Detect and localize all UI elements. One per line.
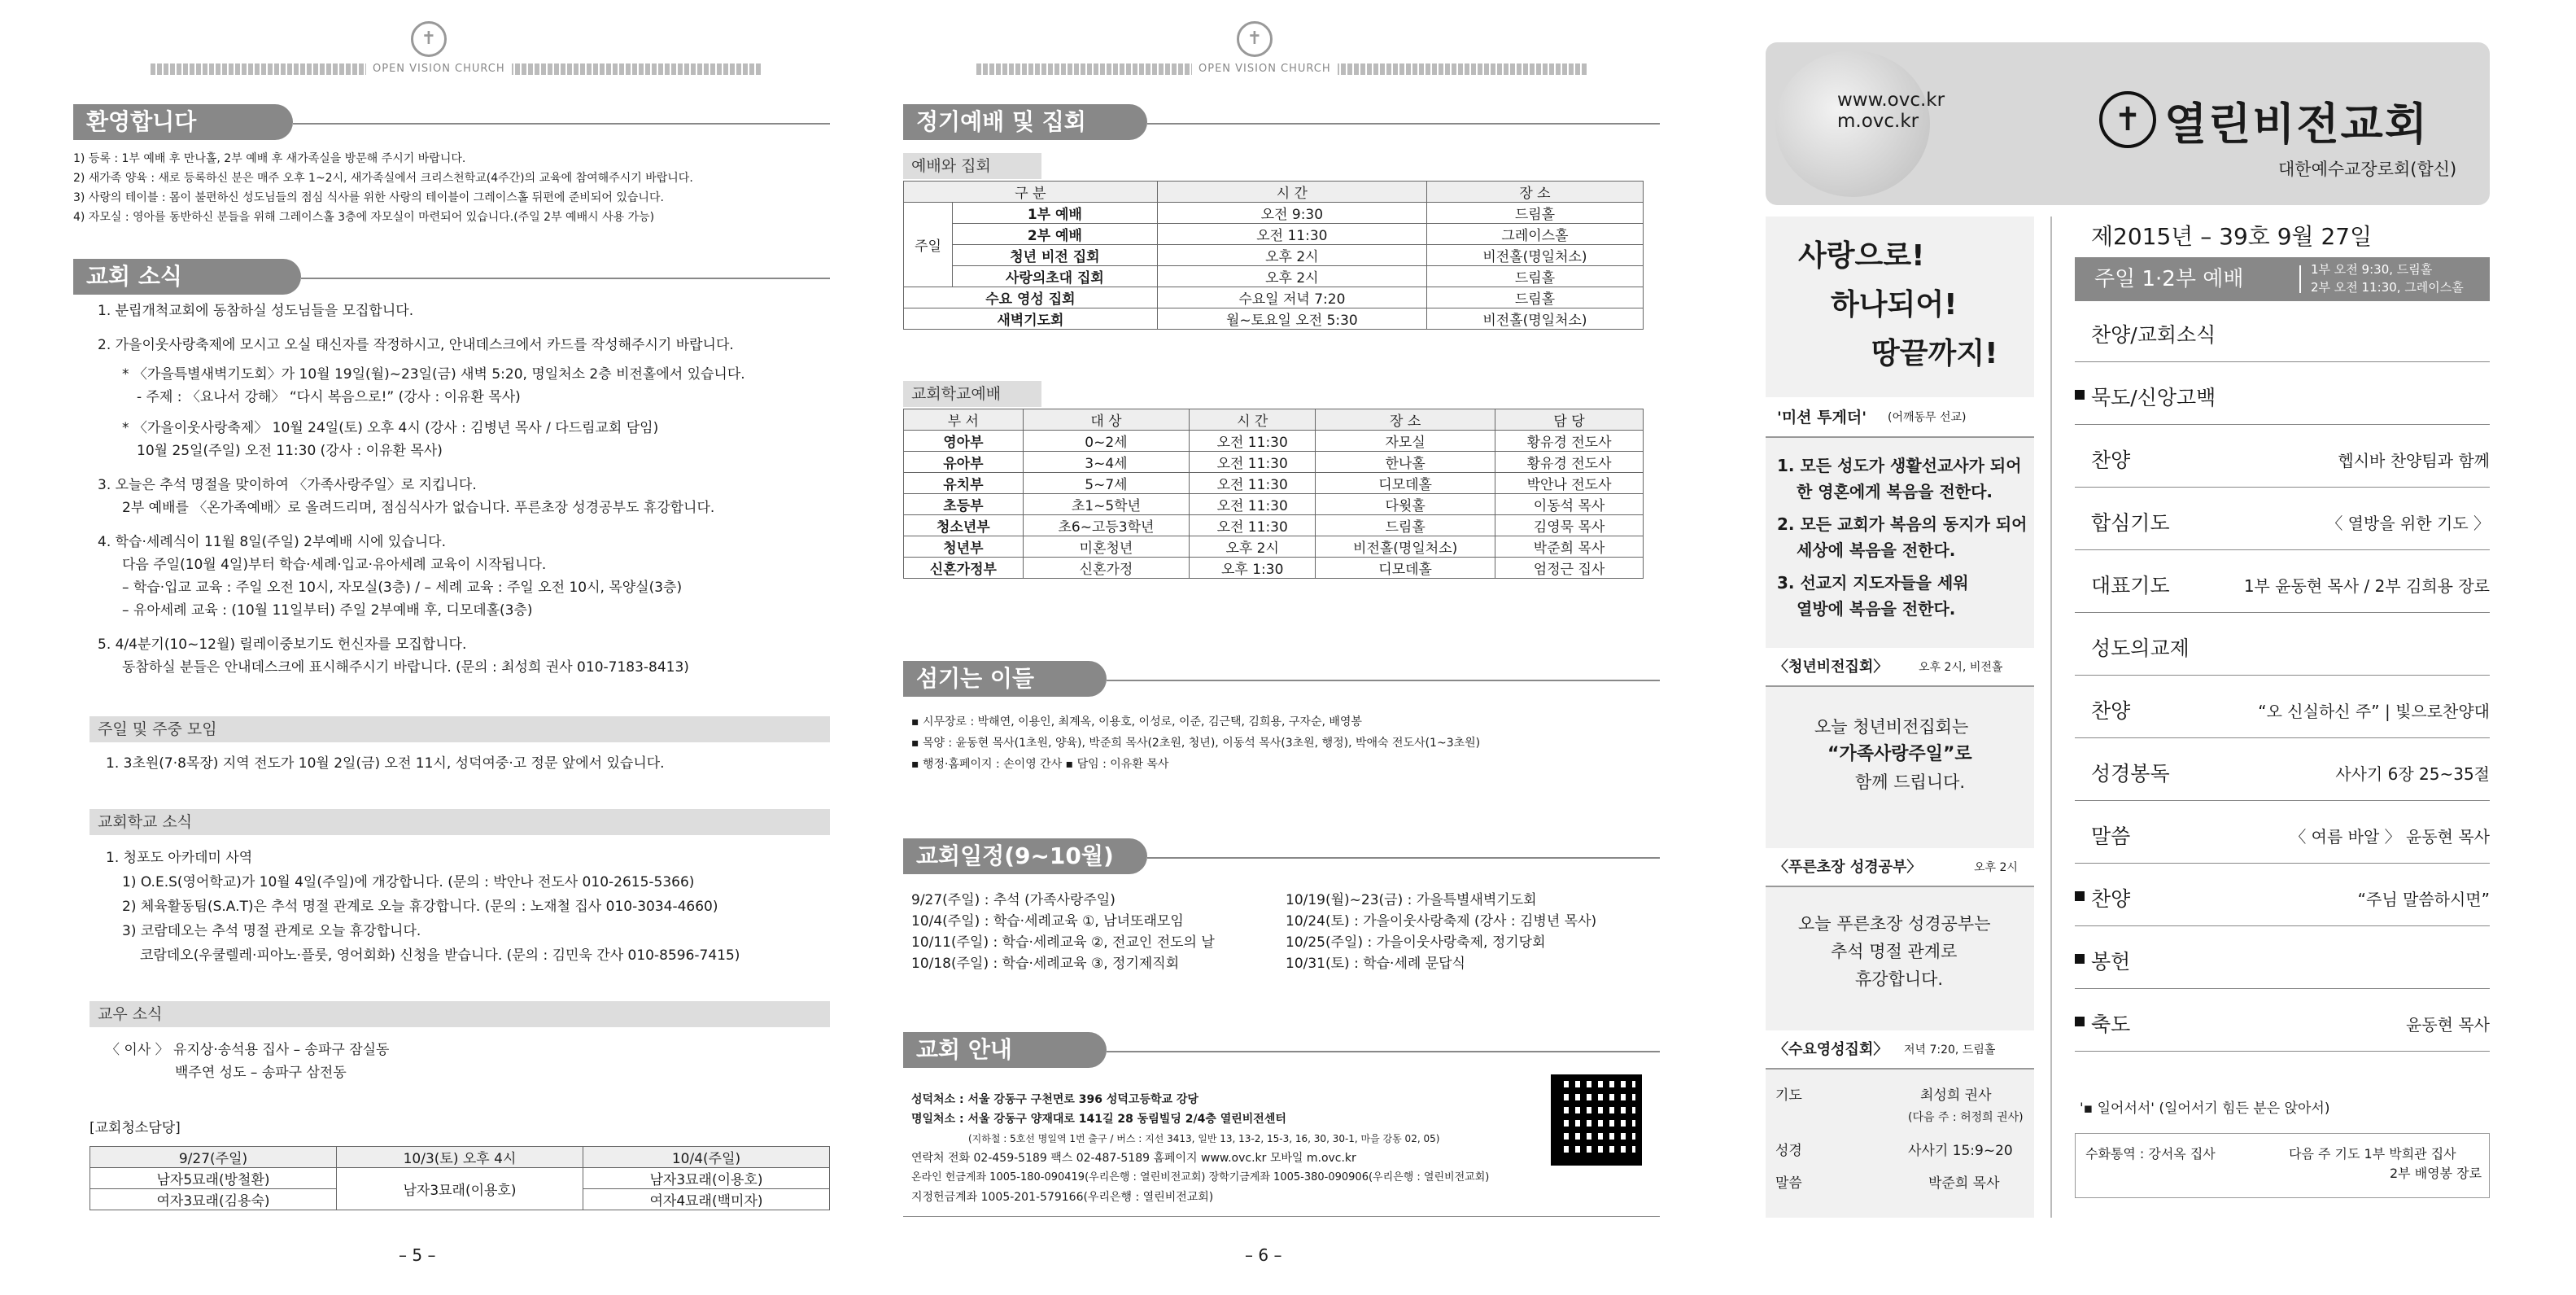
table-cell: 황유경 전도사 — [1495, 452, 1644, 473]
table-row — [904, 515, 1644, 536]
divider — [2075, 925, 2490, 926]
youth-time: 오후 2시, 비전홀 — [1919, 661, 2003, 674]
table-cell: 엄정근 집사 — [1495, 558, 1644, 579]
mission-item: 1. 모든 성도가 생활선교사가 되어 — [1777, 456, 2022, 475]
guide-line: 연락처 전화 02-459-5189 팩스 02-487-5189 홈페이지 www.ovc.kr 모바일 m.ovc.kr — [911, 1152, 1356, 1165]
schedule-heading: 교회일정(9~10월) — [903, 838, 1147, 874]
website-url[interactable]: www.ovc.kr — [1837, 90, 1945, 111]
school-news-item: 1. 청포도 아카데미 사역 — [106, 850, 253, 866]
divider — [1107, 1051, 1660, 1052]
mission-subtitle: (어깨동무 선교) — [1888, 411, 1967, 424]
table-cell: 오후 1:30 — [1190, 558, 1316, 579]
schedule-item: 10/24(토) : 가을이웃사랑축제 (강사 : 김병년 목사) — [1286, 913, 1597, 930]
mission-header — [1766, 397, 2034, 438]
table-cell: 오전 11:30 — [1190, 515, 1316, 536]
table-cell: 초등부 — [904, 494, 1024, 515]
pasture-text: 휴강합니다. — [1855, 969, 1944, 989]
school-table — [903, 409, 1644, 579]
table-cell: 드림홀 — [1316, 515, 1495, 536]
table-cell: 0~2세 — [1023, 431, 1189, 452]
table-header: 장 소 — [1426, 182, 1643, 203]
pasture-text: 추석 명절 관계로 — [1831, 942, 1958, 961]
table-cell: 신혼가정 — [1023, 558, 1189, 579]
divider — [1147, 123, 1660, 125]
table-row — [904, 431, 1644, 452]
table-header: 10/4(주일) — [583, 1147, 830, 1168]
table-row — [904, 473, 1644, 494]
divider — [2075, 1051, 2490, 1052]
order-item-detail: 〈 여름 바알 〉 윤동현 목사 — [2290, 827, 2490, 847]
table-cell: 주일 — [904, 203, 953, 287]
divider — [2050, 217, 2052, 1218]
table-cell: 2부 예배 — [953, 224, 1158, 245]
school-table-heading: 교회학교예배 — [903, 381, 1041, 407]
next-week: 2부 배영봉 장로 — [2390, 1166, 2482, 1181]
pasture-header — [1766, 848, 2034, 887]
table-cell: 비전홀(명일처소) — [1426, 245, 1643, 266]
youth-header — [1766, 648, 2034, 687]
ushers-label: 수화통역 : 강서옥 집사 — [2085, 1146, 2216, 1162]
news-item: * 〈가을이웃사랑축제〉 10월 24일(토) 오후 4시 (강사 : 김병년 목사 / 다드림교회 담임) — [122, 420, 659, 436]
servants-item: ▪ 목양 : 윤동현 목사(1초원, 양육), 박준희 목사(2초원, 청년), 이동석 목사(3초원, 행정), 박애숙 전도사(1~3초원) — [911, 737, 1481, 750]
district-heading: 주일 및 주중 모임 — [90, 716, 830, 742]
table-cell: 비전홀(명일처소) — [1426, 308, 1643, 330]
service-time: 2부 오전 11:30, 그레이스홀 — [2311, 280, 2464, 295]
pasture-time: 오후 2시 — [1974, 861, 2018, 874]
service-title: 주일 1·2부 예배 — [2094, 267, 2244, 291]
order-item-detail: “오 신실하신 주” | 빛으로찬양대 — [2258, 702, 2490, 721]
mission-title: '미션 투게더' — [1777, 409, 1867, 427]
order-item-label: 찬양 — [2091, 448, 2131, 472]
qr-code-icon — [1551, 1074, 1642, 1166]
table-cell: 오전 11:30 — [1190, 452, 1316, 473]
table-cell: 디모데홀 — [1316, 473, 1495, 494]
divider — [2299, 265, 2301, 293]
table-cell: 박준희 목사 — [1495, 536, 1644, 558]
divider — [2075, 737, 2490, 738]
order-item-label: 성경봉독 — [2091, 762, 2170, 785]
next-week: 다음 주 기도 1부 박희관 집사 — [2289, 1146, 2456, 1162]
table-cell: 한나홀 — [1316, 452, 1495, 473]
order-item-label: 찬양/교회소식 — [2091, 323, 2216, 347]
table-cell: 오전 11:30 — [1190, 494, 1316, 515]
order-item-label: 대표기도 — [2091, 574, 2170, 597]
order-item-detail: 〈 열방을 위한 기도 〉 — [2326, 514, 2490, 533]
table-cell: 여자3묘래(김용숙) — [90, 1189, 337, 1210]
school-news-item: 2) 체육활동팀(S.A.T)은 추석 명절 관계로 오늘 휴강합니다. (문의 : 노재철 집사 010-3034-4660) — [122, 899, 718, 915]
standing-note: '▪ 일어서서' (일어서기 힘든 분은 앉아서) — [2080, 1100, 2330, 1117]
welcome-item: 4) 자모실 : 영아를 동반하신 분들을 위해 그레이스홀 3층에 자모실이 마련되어 있습니다.(주일 2부 예배시 사용 가능) — [73, 211, 655, 224]
mission-item: 2. 모든 교회가 복음의 동지가 되어 — [1777, 514, 2028, 534]
slogan-line: 사랑으로! — [1798, 239, 1925, 273]
schedule-item: 10/4(주일) : 학습·세례교육 ①, 남녀또래모임 — [911, 913, 1184, 930]
wednesday-name: 박준희 목사 — [1928, 1175, 2000, 1192]
divider — [293, 123, 830, 125]
table-cell: 초6~고등3학년 — [1023, 515, 1189, 536]
table-row — [904, 308, 1644, 330]
table-cell: 자모실 — [1316, 431, 1495, 452]
guide-line: 지정헌금계좌 1005-201-579166(우리은행 : 열린비전교회) — [911, 1191, 1214, 1204]
ushers-box — [2075, 1133, 2490, 1198]
order-item-label: 성도의교제 — [2091, 637, 2190, 660]
slogan-line: 땅끝까지! — [1871, 337, 1998, 370]
divider — [2075, 863, 2490, 864]
table-cell: 여자4묘래(백미자) — [583, 1189, 830, 1210]
table-cell: 비전홀(명일처소) — [1316, 536, 1495, 558]
running-head — [976, 21, 1587, 78]
divider — [2075, 361, 2490, 362]
school-news-item: 1) O.E.S(영어학교)가 10월 4일(주일)에 개강합니다. (문의 : 박안나 전도사 010-2615-5366) — [122, 874, 695, 890]
running-head — [151, 21, 761, 78]
cover-left-column — [1766, 217, 2034, 1218]
schedule-item: 10/31(토) : 학습·세례 문답식 — [1286, 956, 1465, 972]
table-cell: 오전 9:30 — [1157, 203, 1426, 224]
members-line: 백주연 성도 – 송파구 삼전동 — [175, 1065, 347, 1081]
table-cell: 청년부 — [904, 536, 1024, 558]
table-row — [904, 224, 1644, 245]
members-heading: 교우 소식 — [90, 1001, 830, 1027]
schedule-item: 10/11(주일) : 학습·세례교육 ②, 전교인 전도의 날 — [911, 934, 1215, 951]
divider — [1107, 680, 1660, 681]
page-5 — [73, 0, 830, 1295]
guide-heading: 교회 안내 — [903, 1032, 1107, 1068]
order-item-detail: 사사기 6장 25~35절 — [2335, 764, 2490, 784]
school-news-heading: 교회학교 소식 — [90, 809, 830, 835]
table-cell: 오후 2시 — [1157, 245, 1426, 266]
table-header: 시 간 — [1157, 182, 1426, 203]
table-header: 부 서 — [904, 409, 1024, 431]
wednesday-title: 〈수요영성집회〉 — [1774, 1041, 1888, 1058]
news-item: 5. 4/4분기(10~12월) 릴레이중보기도 헌신자를 모집합니다. — [98, 637, 467, 653]
table-cell: 다윗홀 — [1316, 494, 1495, 515]
church-logo-icon: ✝ — [411, 21, 447, 57]
table-cell: 영아부 — [904, 431, 1024, 452]
guide-line: 명일처소 : 서울 강동구 양재대로 141길 28 동림빌딩 2/4층 열린비전센터 — [911, 1113, 1286, 1126]
news-heading: 교회 소식 — [73, 259, 301, 295]
news-item: 3. 오늘은 추석 명절을 맞이하여 〈가족사랑주일〉로 지킵니다. — [98, 477, 477, 493]
page-6 — [903, 0, 1660, 1295]
table-row — [904, 536, 1644, 558]
service-time: 1부 오전 9:30, 드림홀 — [2311, 262, 2433, 277]
pasture-title: 〈푸른초장 성경공부〉 — [1774, 859, 1922, 876]
table-cell: 박안나 전도사 — [1495, 473, 1644, 494]
table-cell: 새벽기도회 — [904, 308, 1158, 330]
youth-text: 오늘 청년비전집회는 — [1814, 717, 1969, 737]
table-header: 구 분 — [904, 182, 1158, 203]
guide-line: 성덕처소 : 서울 강동구 구천면로 396 성덕고등학교 강당 — [911, 1093, 1198, 1106]
cleaning-heading: [교회청소담당] — [90, 1120, 181, 1136]
issue-date: 제2015년 – 39호 9월 27일 — [2091, 223, 2373, 250]
table-cell: 사랑의초대 집회 — [953, 266, 1158, 287]
wednesday-header — [1766, 1030, 2034, 1070]
table-cell: 청소년부 — [904, 515, 1024, 536]
divider — [2075, 800, 2490, 801]
cover-page — [1766, 0, 2490, 1295]
table-cell: 오전 11:30 — [1157, 224, 1426, 245]
welcome-item: 1) 등록 : 1부 예배 후 만나홀, 2부 예배 후 새가족실을 방문해 주시기 바랍니다. — [73, 152, 466, 165]
news-item: – 학습·입교 교육 : 주일 오전 10시, 자모실(3층) / – 세례 교육 : 주일 오전 10시, 목양실(3층) — [122, 580, 683, 596]
schedule-item: 10/19(월)~23(금) : 가을특별새벽기도회 — [1286, 892, 1537, 908]
wednesday-role: 말씀 — [1775, 1175, 1802, 1192]
news-item: 다음 주일(10월 4일)부터 학습·세례·입교·유아세례 교육이 시작됩니다. — [122, 557, 547, 573]
table-header: 대 상 — [1023, 409, 1189, 431]
district-text: 1. 3초원(7·8목장) 지역 전도가 10월 2일(금) 오전 11시, 성덕여중·고 정문 앞에서 있습니다. — [106, 755, 665, 772]
table-cell: 유아부 — [904, 452, 1024, 473]
news-item: 2부 예배를 〈온가족예배〉로 올려드리며, 점심식사가 없습니다. 푸른초장 성경공부도 휴강합니다. — [122, 500, 715, 516]
table-cell: 오전 11:30 — [1190, 473, 1316, 494]
table-cell: 오후 2시 — [1157, 266, 1426, 287]
news-item: 동참하실 분들은 안내데스크에 표시해주시기 바랍니다. (문의 : 최성희 권사 010-7183-8413) — [122, 659, 689, 676]
order-item-label: 찬양 — [2091, 699, 2131, 723]
table-cell: 미혼청년 — [1023, 536, 1189, 558]
service-header — [2075, 257, 2490, 301]
table-cell: 청년 비전 집회 — [953, 245, 1158, 266]
order-item-detail: 헵시바 찬양팀과 함께 — [2338, 451, 2490, 470]
divider — [2075, 424, 2490, 425]
divider — [2075, 612, 2490, 613]
divider — [1147, 857, 1660, 859]
table-cell: 드림홀 — [1426, 203, 1643, 224]
worship-heading: 정기예배 및 집회 — [903, 104, 1147, 140]
divider — [903, 1216, 1660, 1217]
divider — [2075, 487, 2490, 488]
welcome-heading: 환영합니다 — [73, 104, 293, 140]
table-row — [90, 1168, 830, 1189]
order-item-label: 봉헌 — [2091, 950, 2131, 973]
running-head-text: OPEN VISION CHURCH — [366, 63, 512, 75]
table-header: 9/27(주일) — [90, 1147, 337, 1168]
welcome-item: 2) 새가족 양육 : 새로 등록하신 분은 매주 오후 1~2시, 새가족실에서 크리스천학교(4주간)의 교육에 참여해주시기 바랍니다. — [73, 172, 693, 185]
youth-text: “가족사랑주일”로 — [1827, 744, 1972, 764]
divider — [2075, 988, 2490, 989]
table-row — [904, 245, 1644, 266]
pasture-text: 오늘 푸른초장 성경공부는 — [1798, 914, 1991, 934]
news-item: - 주제 : 〈요나서 강해〉 “다시 복음으로!” (강사 : 이유환 목사) — [137, 389, 521, 405]
table-cell: 수요일 저녁 7:20 — [1157, 287, 1426, 308]
order-item-label: 말씀 — [2091, 825, 2131, 848]
table-cell: 디모데홀 — [1316, 558, 1495, 579]
news-item: 2. 가을이웃사랑축제에 모시고 오실 태신자를 작정하시고, 안내데스크에서 카드를 작성해주시기 바랍니다. — [98, 337, 734, 353]
servants-item: ▪ 시무장로 : 박해연, 이용인, 최계옥, 이용호, 이성로, 이준, 김근택, 김희용, 구자순, 배영봉 — [911, 715, 1362, 728]
worship-subheading: 예배와 집회 — [903, 153, 1041, 179]
servants-item: ▪ 행정·홈페이지 : 손이영 간사 ▪ 담임 : 이유환 목사 — [911, 758, 1169, 771]
mobile-url[interactable]: m.ovc.kr — [1837, 111, 1919, 132]
mission-item: 한 영혼에게 복음을 전한다. — [1797, 482, 1993, 501]
order-item-detail: “주님 말씀하시면” — [2357, 890, 2490, 909]
table-cell: 그레이스홀 — [1426, 224, 1643, 245]
table-header: 장 소 — [1316, 409, 1495, 431]
table-row — [904, 558, 1644, 579]
denomination: 대한예수교장로회(합신) — [2278, 160, 2457, 179]
news-item: * 〈가을특별새벽기도회〉가 10월 19일(월)~23일(금) 새벽 5:20, 명일처소 2층 비전홀에서 있습니다. — [122, 366, 745, 383]
cover-banner — [1766, 42, 2490, 205]
stand-marker-icon — [2075, 891, 2085, 901]
youth-title: 〈청년비전집회〉 — [1774, 658, 1888, 676]
wednesday-role: 성경 — [1775, 1143, 1802, 1159]
schedule-item: 10/18(주일) : 학습·세례교육 ③, 정기제직회 — [911, 956, 1180, 972]
wednesday-note: (다음 주 : 허정희 권사) — [1908, 1111, 2024, 1124]
divider — [301, 278, 830, 279]
order-item-label: 묵도/신앙고백 — [2091, 386, 2216, 409]
table-header: 10/3(토) 오후 4시 — [337, 1147, 583, 1168]
table-cell: 오전 11:30 — [1190, 431, 1316, 452]
table-cell: 남자3묘래(이용호) — [337, 1168, 583, 1210]
guide-line: (지하철 : 5호선 명일역 1번 출구 / 버스 : 지선 3413, 일반 13, 13-2, 15-3, 16, 30, 30-1, 마을 강동 02, 05) — [968, 1133, 1440, 1144]
divider — [2075, 675, 2490, 676]
mission-item: 열방에 복음을 전한다. — [1797, 599, 1956, 619]
page-number: – 6 – — [1245, 1245, 1282, 1265]
mission-item: 3. 선교지 지도자들을 세워 — [1777, 573, 1969, 593]
news-item: 1. 분립개척교회에 동참하실 성도님들을 모집합니다. — [98, 303, 414, 319]
school-news-item: 3) 코람데오는 추석 명절 관계로 오늘 휴강합니다. — [122, 923, 421, 939]
table-cell: 유치부 — [904, 473, 1024, 494]
members-line: 〈 이사 〉 유지상·송석용 집사 – 송파구 잠실동 — [106, 1042, 390, 1058]
schedule-item: 10/25(주일) : 가을이웃사랑축제, 정기당회 — [1286, 934, 1546, 951]
table-row — [904, 452, 1644, 473]
church-name: 열린비전교회 — [2164, 98, 2429, 150]
wednesday-time: 저녁 7:20, 드림홀 — [1904, 1043, 1996, 1057]
stand-marker-icon — [2075, 390, 2085, 400]
stand-marker-icon — [2075, 1017, 2085, 1026]
church-logo-icon: ✝ — [2099, 91, 2156, 148]
table-cell: 오후 2시 — [1190, 536, 1316, 558]
wednesday-role: 기도 — [1775, 1087, 1802, 1104]
church-logo-icon: ✝ — [1237, 21, 1273, 57]
table-cell: 남자5묘래(방철환) — [90, 1168, 337, 1189]
welcome-item: 3) 사랑의 테이블 : 몸이 불편하신 성도님들의 점심 식사를 위한 사랑의 테이블이 그레이스홀 뒤편에 준비되어 있습니다. — [73, 191, 664, 204]
table-cell: 수요 영성 집회 — [904, 287, 1158, 308]
news-item: – 유아세례 교육 : (10월 11일부터) 주일 2부예배 후, 디모데홀(3층) — [122, 602, 533, 619]
table-cell: 남자3묘래(이용호) — [583, 1168, 830, 1189]
cleaning-table — [90, 1146, 830, 1210]
worship-table — [903, 181, 1644, 330]
school-news-item: 코람데오(우쿨렐레·피아노·플룻, 영어회화) 신청을 받습니다. (문의 : 김민욱 간사 010-8596-7415) — [140, 947, 740, 964]
table-cell: 드림홀 — [1426, 266, 1643, 287]
order-item-label: 찬양 — [2091, 887, 2131, 911]
news-item: 4. 학습·세례식이 11월 8일(주일) 2부예배 시에 있습니다. — [98, 534, 446, 550]
wednesday-name: 사사기 15:9~20 — [1908, 1143, 2013, 1159]
table-cell: 초1~5학년 — [1023, 494, 1189, 515]
schedule-item: 9/27(주일) : 추석 (가족사랑주일) — [911, 892, 1116, 908]
table-cell: 드림홀 — [1426, 287, 1643, 308]
wednesday-name: 최성희 권사 — [1920, 1087, 1992, 1104]
youth-text: 함께 드립니다. — [1855, 772, 1966, 792]
order-item-detail: 윤동현 목사 — [2406, 1015, 2490, 1035]
table-cell: 월~토요일 오전 5:30 — [1157, 308, 1426, 330]
order-item-label: 합심기도 — [2091, 511, 2170, 535]
order-item-detail: 1부 윤동현 목사 / 2부 김희용 장로 — [2243, 576, 2490, 596]
table-cell: 5~7세 — [1023, 473, 1189, 494]
table-cell: 3~4세 — [1023, 452, 1189, 473]
table-cell: 1부 예배 — [953, 203, 1158, 224]
divider — [2075, 549, 2490, 550]
stand-marker-icon — [2075, 954, 2085, 964]
table-cell: 이동석 목사 — [1495, 494, 1644, 515]
table-row — [904, 494, 1644, 515]
table-row — [904, 266, 1644, 287]
table-cell: 김영묵 목사 — [1495, 515, 1644, 536]
table-row — [904, 287, 1644, 308]
mission-item: 세상에 복음을 전한다. — [1797, 540, 1956, 560]
order-item-label: 축도 — [2091, 1013, 2131, 1036]
news-item: 10월 25일(주일) 오전 11:30 (강사 : 이유환 목사) — [137, 443, 443, 459]
page-number: – 5 – — [399, 1245, 436, 1265]
slogan-line: 하나되어! — [1831, 288, 1958, 322]
guide-line: 온라인 헌금계좌 1005-180-090419(우리은행 : 열린비전교회) 장학기금계좌 1005-380-090906(우리은행 : 열린비전교회) — [911, 1171, 1490, 1183]
table-row — [904, 203, 1644, 224]
table-cell: 신혼가정부 — [904, 558, 1024, 579]
table-cell: 황유경 전도사 — [1495, 431, 1644, 452]
table-header: 시 간 — [1190, 409, 1316, 431]
running-head-text: OPEN VISION CHURCH — [1192, 63, 1338, 75]
servants-heading: 섬기는 이들 — [903, 661, 1107, 697]
table-header: 담 당 — [1495, 409, 1644, 431]
